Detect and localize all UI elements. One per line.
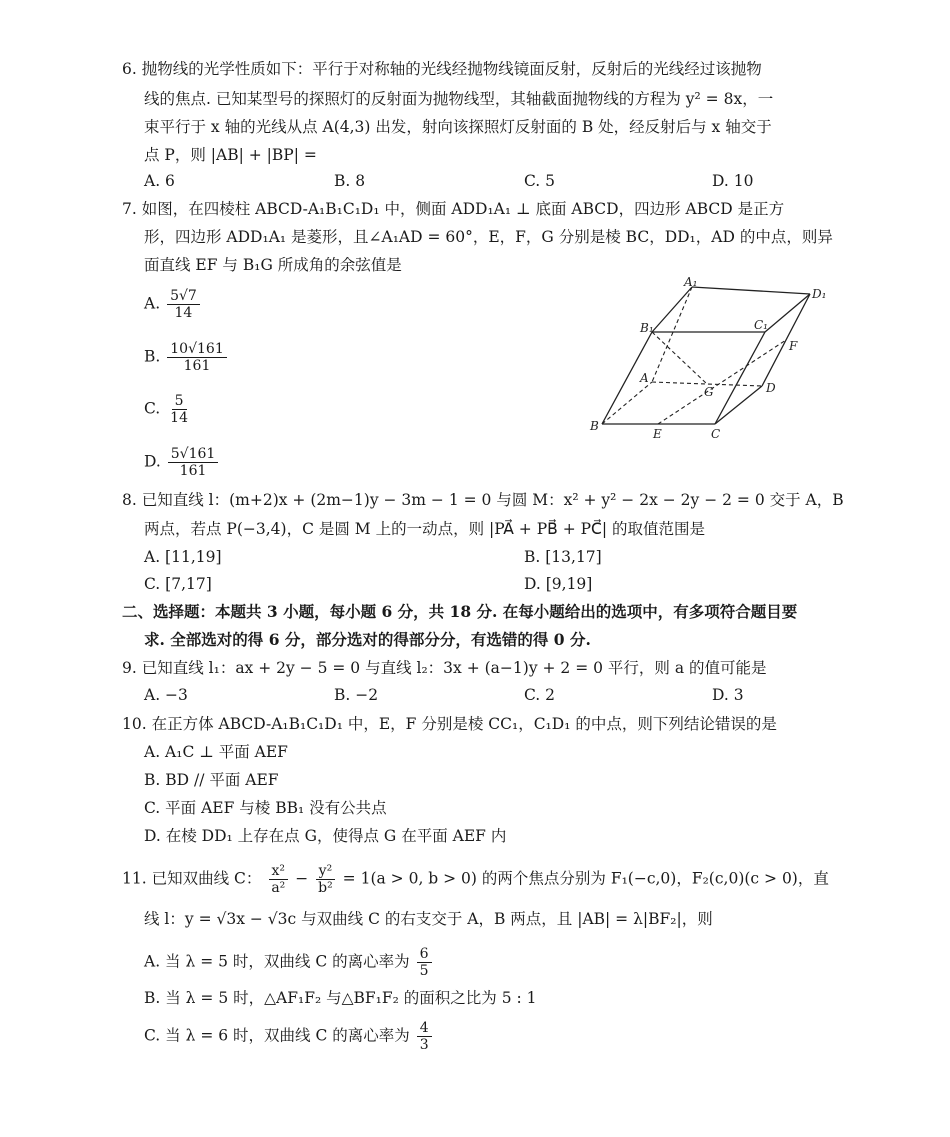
label-d1: D₁: [812, 287, 827, 301]
q7-line-1: 7. 如图，在四棱柱 ABCD-A₁B₁C₁D₁ 中，侧面 ADD₁A₁ ⊥ 底面 ABCD，四边形 ABCD 是正方: [122, 200, 785, 218]
q6-line-3: 束平行于 x 轴的光线从点 A(4,3) 出发，射向该探照灯反射面的 B 处，经反射后与 x 轴交于: [144, 118, 772, 136]
q7-option-c-num: 5: [172, 393, 187, 410]
q7-option-d: [144, 446, 220, 479]
edge-c-d: [715, 386, 762, 424]
q7-option-d-den: 161: [179, 463, 207, 479]
q10-option-d: D. 在棱 DD₁ 上存在点 G，使得点 G 在平面 AEF 内: [144, 827, 507, 845]
q6-option-b: B. 8: [334, 172, 366, 190]
label-e: E: [653, 427, 662, 441]
q11-fraction-y: [315, 863, 336, 896]
q8-line-1: 8. 已知直线 l：(m+2)x + (2m−1)y − 3m − 1 = 0 与圆 M：x² + y² − 2x − 2y − 2 = 0 交于 A，B: [122, 491, 844, 509]
q10-line-1: 10. 在正方体 ABCD-A₁B₁C₁D₁ 中，E，F 分别是棱 CC₁，C₁D₁ 的中点，则下列结论错误的是: [122, 715, 777, 733]
q6-option-a: A. 6: [144, 172, 175, 190]
q6-line-1: 6. 抛物线的光学性质如下：平行于对称轴的光线经抛物线镜面反射，反射后的光线经过该抛物: [122, 60, 762, 78]
label-c: C: [711, 427, 721, 441]
q7-option-c-fraction: [167, 393, 191, 426]
q7-option-b-den: 161: [183, 358, 211, 374]
q11-option-a-text: A. 当 λ = 5 时，双曲线 C 的离心率为: [144, 952, 410, 971]
q7-option-a-fraction: [167, 288, 200, 321]
q10-option-a: A. A₁C ⊥ 平面 AEF: [144, 743, 288, 761]
q7-option-c-den: 14: [170, 410, 188, 426]
q11-prefix: 11. 已知双曲线 C：: [122, 869, 262, 888]
q10-option-c: C. 平面 AEF 与棱 BB₁ 没有公共点: [144, 799, 387, 817]
label-b1: B₁: [640, 321, 654, 335]
q9-option-a: A. −3: [144, 686, 188, 704]
q7-option-d-fraction: [168, 446, 219, 479]
q6-line-2: 线的焦点. 已知某型号的探照灯的反射面为抛物线型，其轴截面抛物线的方程为 y² = 8x，一: [144, 90, 774, 108]
q11-line-1: [122, 863, 829, 896]
edge-a1-a-hidden: [652, 287, 692, 382]
q7-option-d-num: 5√161: [168, 446, 219, 463]
label-b: B: [590, 419, 599, 433]
q6-option-c: C. 5: [524, 172, 556, 190]
q8-option-c: C. [7,17]: [144, 575, 212, 593]
q7-option-a-num: 5√7: [167, 288, 200, 305]
edge-a1-d1: [692, 287, 810, 294]
q11-option-a-den: 5: [419, 963, 429, 979]
prism-figure: [580, 276, 840, 446]
q11-option-c-text: C. 当 λ = 6 时，双曲线 C 的离心率为: [144, 1026, 410, 1045]
q11-option-b: B. 当 λ = 5 时，△AF₁F₂ 与△BF₁F₂ 的面积之比为 5 : 1: [144, 989, 537, 1007]
q9-option-c: C. 2: [524, 686, 556, 704]
q7-option-b-fraction: [167, 341, 226, 374]
segment-b1-g-hidden: [652, 332, 707, 384]
q8-option-a: A. [11,19]: [144, 548, 222, 566]
q11-fraction-x-den: a²: [271, 880, 286, 896]
q7-option-a-den: 14: [174, 305, 193, 321]
q8-option-d: D. [9,19]: [524, 575, 593, 593]
q7-option-a-label: A.: [144, 294, 161, 313]
q11-minus: −: [295, 869, 309, 888]
section2-line-2: 求. 全部选对的得 6 分，部分选对的得部分分，有选错的得 0 分.: [144, 630, 591, 649]
q7-option-c-label: C.: [144, 399, 161, 418]
q7-line-2: 形，四边形 ADD₁A₁ 是菱形，且∠A₁AD = 60°，E，F，G 分别是棱 BC，DD₁，AD 的中点，则异: [144, 228, 833, 246]
edge-a1-b1: [652, 287, 692, 332]
q11-option-a: [144, 946, 434, 979]
q11-option-c: [144, 1020, 434, 1053]
edge-c1-d1: [765, 294, 810, 332]
edge-c1-c: [715, 332, 765, 424]
q11-option-c-den: 3: [419, 1037, 429, 1053]
q7-line-3: 面直线 EF 与 B₁G 所成角的余弦值是: [144, 256, 402, 274]
label-d: D: [766, 381, 776, 395]
q6-line-4: 点 P，则 |AB| + |BP| =: [144, 146, 317, 164]
q11-line-2: 线 l：y = √3x − √3c 与双曲线 C 的右支交于 A，B 两点，且 |AB| = λ|BF₂|，则: [144, 910, 713, 928]
q11-option-a-fraction: [417, 946, 432, 979]
label-c1: C₁: [754, 318, 768, 332]
label-g: G: [704, 385, 714, 399]
label-a: A: [640, 371, 649, 385]
q8-line-2: 两点，若点 P(−3,4)，C 是圆 M 上的一动点，则 |PA⃗ + PB⃗ + PC⃗| 的取值范围是: [144, 520, 706, 538]
q9-line-1: 9. 已知直线 l₁：ax + 2y − 5 = 0 与直线 l₂：3x + (a−1)y + 2 = 0 平行，则 a 的值可能是: [122, 659, 767, 677]
q11-suffix: = 1(a > 0, b > 0) 的两个焦点分别为 F₁(−c,0)，F₂(c,0)(c > 0)，直: [342, 869, 829, 888]
q11-option-a-num: 6: [417, 946, 432, 963]
q7-option-d-label: D.: [144, 452, 161, 471]
q11-fraction-y-num: y²: [316, 863, 336, 880]
q7-option-b-num: 10√161: [167, 341, 226, 358]
q9-option-b: B. −2: [334, 686, 379, 704]
q11-fraction-x: [268, 863, 288, 896]
section2-line-1: 二、选择题：本题共 3 小题，每小题 6 分，共 18 分. 在每小题给出的选项中，有多项符合题目要: [122, 602, 798, 621]
q7-option-a: [144, 288, 202, 321]
q11-option-c-fraction: [417, 1020, 432, 1053]
q7-option-b-label: B.: [144, 347, 161, 366]
edge-d1-d: [762, 294, 810, 386]
q11-fraction-y-den: b²: [318, 880, 333, 896]
q6-option-d: D. 10: [712, 172, 754, 190]
q9-option-d: D. 3: [712, 686, 744, 704]
q7-option-c: [144, 393, 193, 426]
q11-fraction-x-num: x²: [269, 863, 289, 880]
q11-option-c-num: 4: [417, 1020, 432, 1037]
q7-option-b: [144, 341, 229, 374]
label-f: F: [789, 339, 798, 353]
q10-option-b: B. BD // 平面 AEF: [144, 771, 279, 789]
label-a1: A₁: [684, 276, 698, 289]
q8-option-b: B. [13,17]: [524, 548, 602, 566]
edge-b-a-hidden: [602, 382, 652, 424]
